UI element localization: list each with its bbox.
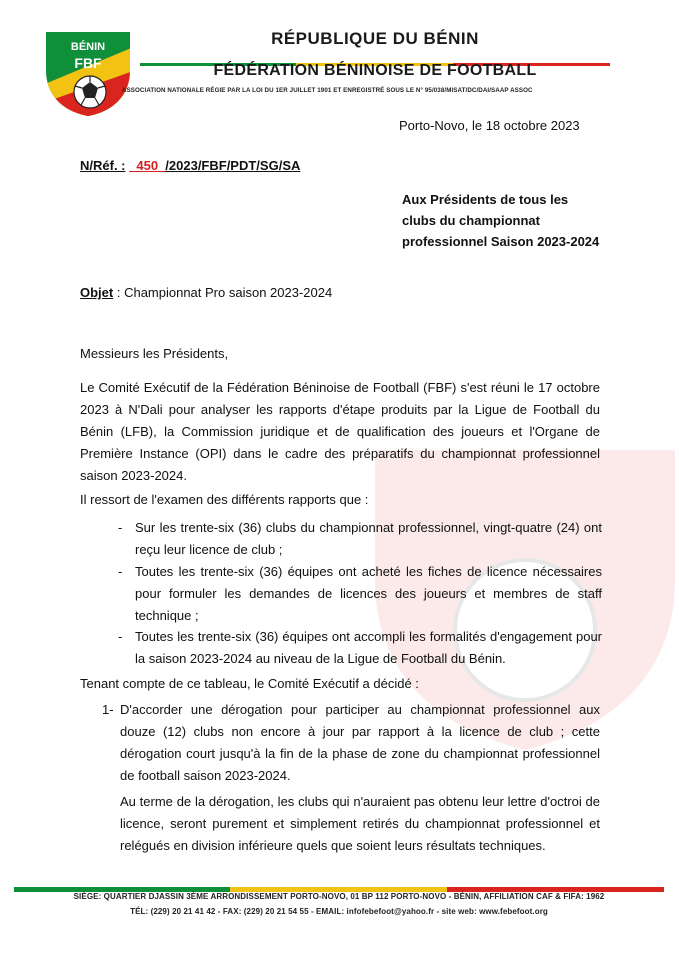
header-flag-line — [140, 53, 610, 56]
fbf-logo — [40, 26, 136, 118]
decision-item-1: D'accorder une dérogation pour participer au championnat professionnel aux douze (12) clubs non encore à jour par rapport à la licence de club ; cette dérogation court jusqu'à la fin de la phase de zone du championnat professionnel de football saison 2023-2024. — [120, 702, 600, 783]
decision-item-1-continuation: Au terme de la dérogation, les clubs qui n'auraient pas obtenu leur lettre d'octroi de licence, seront purement et simplement retirés du championnat professionnel et relégués en division inférieure quels que soient leurs résultats techniques. — [120, 794, 600, 853]
bullet-item — [118, 561, 602, 627]
reference-number: _450_ — [129, 158, 166, 173]
paragraph-2: Il ressort de l'examen des différents rapports que : — [80, 492, 369, 507]
bullet-text: Toutes les trente-six (36) équipes ont acheté les fiches de licence nécessaires pour formuler les demandes de licences des joueurs et membres de staff technique ; — [135, 564, 602, 623]
svg-text:FBF: FBF — [74, 55, 102, 71]
item-number: 1- — [102, 702, 114, 717]
bullet-text: Toutes les trente-six (36) équipes ont accompli les formalités d'engagement pour la saison 2023-2024 au niveau de la Ligue de Football du Bénin. — [135, 629, 602, 666]
paragraph-3: Tenant compte de ce tableau, le Comité Exécutif a décidé : — [80, 676, 419, 691]
letter-date: Porto-Novo, le 18 octobre 2023 — [399, 118, 580, 133]
bullet-item — [118, 626, 602, 670]
object-line — [80, 285, 332, 300]
bullet-text: Sur les trente-six (36) clubs du championnat professionnel, vingt-quatre (24) ont reçu leur licence de club ; — [135, 520, 602, 557]
paragraph-1: Le Comité Exécutif de la Fédération Béninoise de Football (FBF) s'est réuni le 17 octobre 2023 à N'Dali pour analyser les rapports d'étape produits par la Ligue de Football du Bénin (LFB), la Commission juridique et de qualification des joueurs et l'Organe de Première Instance (OPI) dans le cadre des préparatifs du championnat professionnel saison 2023-2024. — [80, 380, 600, 483]
bullet-item — [118, 517, 602, 561]
reference-label: N/Réf. : — [80, 158, 126, 173]
bullet-mark: - — [118, 629, 123, 644]
footer-contact: TÉL: (229) 20 21 41 42 - FAX: (229) 20 21 54 55 - EMAIL: infofebefoot@yahoo.fr - site web: www.febefoot.org — [130, 907, 548, 916]
object-text: : Championnat Pro saison 2023-2024 — [113, 285, 333, 300]
federation-title: FÉDÉRATION BÉNINOISE DE FOOTBALL — [213, 62, 537, 79]
recipient: Aux Présidents de tous les clubs du championnat professionnel Saison 2023-2024 — [402, 192, 600, 249]
reference-suffix: /2023/FBF/PDT/SG/SA — [165, 158, 301, 173]
svg-text:BÉNIN: BÉNIN — [70, 41, 106, 53]
footer-address: SIÈGE: QUARTIER DJASSIN 3ÈME ARRONDISSEMENT PORTO-NOVO, 01 BP 112 PORTO-NOVO - BÉNIN, AFFILIATION CAF & FIFA: 1962 — [73, 892, 605, 901]
salutation: Messieurs les Présidents, — [80, 346, 229, 361]
republic-title: RÉPUBLIQUE DU BÉNIN — [271, 29, 479, 48]
footer-flag-line — [14, 879, 664, 884]
bullet-mark: - — [118, 520, 123, 535]
association-note: ASSOCIATION NATIONALE RÉGIE PAR LA LOI DU 1ER JUILLET 1901 ET ENREGISTRÉ SOUS LE N° 95/038/MISAT/DC/DAI/SAAP ASSOC — [122, 87, 533, 94]
reference — [80, 158, 300, 173]
bullet-mark: - — [118, 564, 123, 579]
object-label: Objet — [80, 285, 114, 300]
